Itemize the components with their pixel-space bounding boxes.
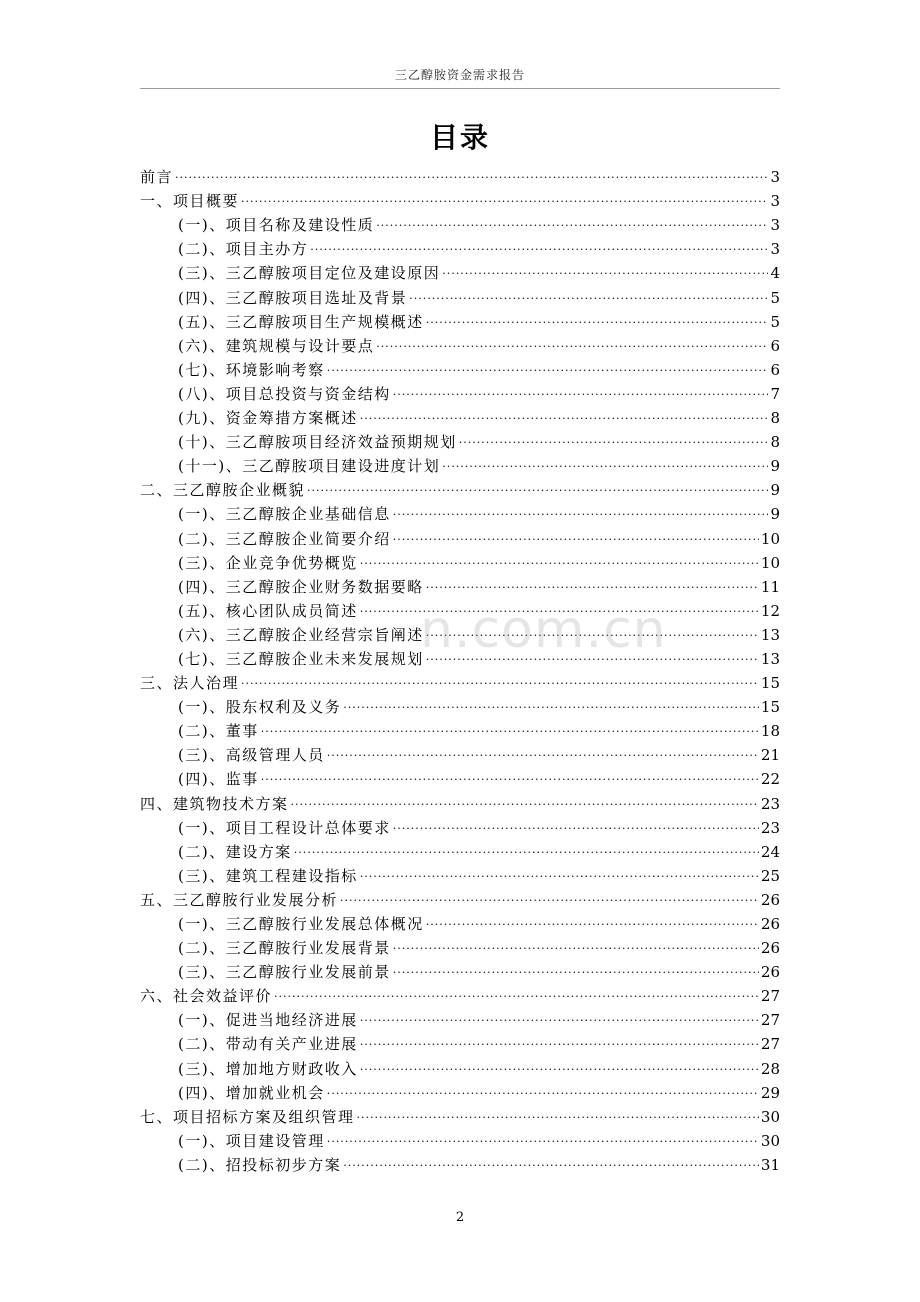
toc-entry-label: (二)、建设方案 bbox=[178, 842, 292, 861]
toc-leader-dots bbox=[261, 725, 759, 737]
toc-leader-dots bbox=[393, 966, 759, 978]
toc-entry-label: (一)、项目工程设计总体要求 bbox=[178, 818, 391, 837]
toc-entry-page: 9 bbox=[770, 457, 780, 476]
toc-leader-dots bbox=[343, 701, 759, 713]
toc-entry-section[interactable] bbox=[140, 765, 780, 789]
toc-entry-section[interactable] bbox=[140, 500, 780, 524]
toc-entry-page: 29 bbox=[760, 1083, 780, 1102]
toc-leader-dots bbox=[426, 581, 759, 593]
toc-entry-section[interactable] bbox=[140, 741, 780, 765]
toc-leader-dots bbox=[393, 822, 759, 834]
toc-entry-page: 8 bbox=[770, 409, 780, 428]
toc-leader-dots bbox=[360, 1038, 759, 1050]
toc-entry-section[interactable] bbox=[140, 549, 780, 573]
toc-entry-section[interactable] bbox=[140, 1127, 780, 1151]
toc-entry-label: (六)、三乙醇胺企业经营宗旨阐述 bbox=[178, 625, 424, 644]
toc-entry-label: (二)、招投标初步方案 bbox=[178, 1155, 342, 1174]
toc-leader-dots bbox=[340, 894, 759, 906]
toc-entry-page: 26 bbox=[760, 963, 780, 982]
toc-entry-page: 9 bbox=[770, 505, 780, 524]
toc-leader-dots bbox=[327, 749, 759, 761]
toc-leader-dots bbox=[241, 195, 768, 207]
toc-entry-page: 13 bbox=[760, 649, 780, 668]
toc-entry-section[interactable] bbox=[140, 380, 780, 404]
toc-leader-dots bbox=[426, 918, 759, 930]
toc-entry-label: 四、建筑物技术方案 bbox=[140, 794, 289, 813]
toc-leader-dots bbox=[291, 798, 759, 810]
toc-entry-label: (二)、项目主办方 bbox=[178, 240, 309, 259]
toc-entry-chapter[interactable] bbox=[140, 982, 780, 1006]
toc-entry-page: 10 bbox=[760, 529, 780, 548]
toc-entry-section[interactable] bbox=[140, 1030, 780, 1054]
toc-leader-dots bbox=[294, 846, 759, 858]
toc-leader-dots bbox=[327, 1087, 759, 1099]
toc-entry-page: 10 bbox=[760, 553, 780, 572]
toc-leader-dots bbox=[393, 942, 759, 954]
toc-entry-section[interactable] bbox=[140, 717, 780, 741]
toc-entry-section[interactable] bbox=[140, 934, 780, 958]
toc-entry-section[interactable] bbox=[140, 211, 780, 235]
page-number: 2 bbox=[455, 1210, 465, 1225]
toc-entry-label: 前言 bbox=[140, 168, 174, 187]
toc-entry-page: 6 bbox=[770, 336, 780, 355]
toc-leader-dots bbox=[393, 508, 769, 520]
toc-entry-page: 9 bbox=[770, 481, 780, 500]
toc-entry-chapter[interactable] bbox=[140, 476, 780, 500]
toc-leader-dots bbox=[360, 557, 759, 569]
running-header: 三乙醇胺资金需求报告 bbox=[394, 68, 525, 82]
toc-entry-chapter[interactable] bbox=[140, 163, 780, 187]
toc-entry-page: 3 bbox=[770, 216, 780, 235]
toc-entry-section[interactable] bbox=[140, 958, 780, 982]
toc-entry-section[interactable] bbox=[140, 404, 780, 428]
toc-entry-label: (十一)、三乙醇胺项目建设进度计划 bbox=[178, 457, 441, 476]
toc-entry-page: 21 bbox=[760, 746, 780, 765]
toc-entry-page: 12 bbox=[760, 601, 780, 620]
toc-entry-section[interactable] bbox=[140, 597, 780, 621]
toc-entry-label: 一、项目概要 bbox=[140, 192, 240, 211]
toc-entry-section[interactable] bbox=[140, 452, 780, 476]
toc-entry-section[interactable] bbox=[140, 573, 780, 597]
toc-leader-dots bbox=[261, 773, 759, 785]
toc-entry-page: 18 bbox=[760, 722, 780, 741]
toc-entry-page: 23 bbox=[760, 794, 780, 813]
toc-entry-label: (七)、环境影响考察 bbox=[178, 360, 325, 379]
toc-entry-section[interactable] bbox=[140, 308, 780, 332]
toc-entry-page: 4 bbox=[770, 264, 780, 283]
toc-entry-page: 15 bbox=[760, 674, 780, 693]
toc-leader-dots bbox=[442, 267, 768, 279]
toc-entry-page: 25 bbox=[760, 866, 780, 885]
toc-entry-section[interactable] bbox=[140, 693, 780, 717]
toc-entry-page: 5 bbox=[770, 312, 780, 331]
toc-leader-dots bbox=[327, 1135, 759, 1147]
toc-entry-label: (二)、三乙醇胺企业简要介绍 bbox=[178, 529, 391, 548]
toc-entry-chapter[interactable] bbox=[140, 1103, 780, 1127]
toc-entry-label: (一)、项目名称及建设性质 bbox=[178, 216, 375, 235]
toc-entry-page: 7 bbox=[770, 384, 780, 403]
toc-entry-chapter[interactable] bbox=[140, 187, 780, 211]
toc-leader-dots bbox=[241, 677, 759, 689]
toc-entry-page: 28 bbox=[760, 1059, 780, 1078]
toc-entry-page: 26 bbox=[760, 915, 780, 933]
toc-entry-label: (三)、企业竞争优势概览 bbox=[178, 553, 358, 572]
toc-leader-dots bbox=[459, 436, 769, 448]
toc-entry-section[interactable] bbox=[140, 838, 780, 862]
header-divider bbox=[140, 88, 780, 89]
toc-entry-page: 3 bbox=[770, 192, 780, 211]
toc-entry-section[interactable] bbox=[140, 1054, 780, 1078]
toc-entry-section[interactable] bbox=[140, 356, 780, 380]
toc-leader-dots bbox=[310, 243, 768, 255]
watermark: n.com.cn bbox=[420, 600, 667, 660]
toc-entry-label: (一)、股东权利及义务 bbox=[178, 698, 342, 717]
toc-leader-dots bbox=[343, 1159, 759, 1171]
toc-entry-page: 22 bbox=[760, 770, 780, 789]
toc-entry-page: 30 bbox=[760, 1131, 780, 1150]
toc-entry-label: (二)、董事 bbox=[178, 722, 259, 741]
toc-leader-dots bbox=[376, 340, 768, 352]
toc-entry-label: (四)、增加就业机会 bbox=[178, 1083, 325, 1102]
toc-leader-dots bbox=[376, 219, 768, 231]
toc-entry-page: 8 bbox=[770, 433, 780, 452]
toc-entry-label: (三)、增加地方财政收入 bbox=[178, 1059, 358, 1078]
toc-entry-label: (六)、建筑规模与设计要点 bbox=[178, 336, 375, 355]
toc-leader-dots bbox=[426, 653, 759, 665]
toc-entry-label: 二、三乙醇胺企业概貌 bbox=[140, 481, 306, 500]
toc-entry-label: (四)、三乙醇胺项目选址及背景 bbox=[178, 288, 408, 307]
toc-entry-label: (五)、核心团队成员简述 bbox=[178, 601, 358, 620]
toc-entry-page: 26 bbox=[760, 939, 780, 958]
toc-leader-dots bbox=[442, 460, 768, 472]
toc-entry-label: (五)、三乙醇胺项目生产规模概述 bbox=[178, 312, 424, 331]
toc-entry-label: (三)、建筑工程建设指标 bbox=[178, 866, 358, 885]
toc-entry-chapter[interactable] bbox=[140, 789, 780, 813]
toc-entry-label: (八)、项目总投资与资金结构 bbox=[178, 384, 391, 403]
toc-leader-dots bbox=[274, 990, 759, 1002]
toc-leader-dots bbox=[360, 605, 759, 617]
toc-entry-page: 27 bbox=[760, 1011, 780, 1030]
toc-entry-section[interactable] bbox=[140, 524, 780, 548]
toc-entry-label: 五、三乙醇胺行业发展分析 bbox=[140, 890, 339, 909]
toc-entry-label: (九)、资金筹措方案概述 bbox=[178, 409, 358, 428]
toc-entry-section[interactable] bbox=[140, 259, 780, 283]
toc-entry-label: 三、法人治理 bbox=[140, 674, 240, 693]
toc-entry-label: (一)、项目建设管理 bbox=[178, 1131, 325, 1150]
toc-entry-page: 27 bbox=[760, 1035, 780, 1054]
toc-leader-dots bbox=[360, 870, 759, 882]
toc-entry-page: 3 bbox=[770, 168, 780, 187]
toc-entry-page: 11 bbox=[760, 577, 780, 596]
toc-leader-dots bbox=[426, 629, 759, 641]
toc-leader-dots bbox=[360, 1014, 759, 1026]
toc-entry-section[interactable] bbox=[140, 1151, 780, 1175]
toc-entry-label: (二)、带动有关产业进展 bbox=[178, 1035, 358, 1054]
toc-entry-page: 6 bbox=[770, 360, 780, 379]
toc-entry-page: 24 bbox=[760, 842, 780, 861]
toc-entry-label: (二)、三乙醇胺行业发展背景 bbox=[178, 939, 391, 958]
toc-leader-dots bbox=[327, 364, 769, 376]
toc-entry-section[interactable] bbox=[140, 862, 780, 886]
toc-entry-page: 13 bbox=[760, 625, 780, 644]
toc-entry-section[interactable] bbox=[140, 332, 780, 356]
toc-entry-section[interactable] bbox=[140, 235, 780, 259]
toc-entry-label: 六、社会效益评价 bbox=[140, 987, 273, 1006]
toc-entry-section[interactable] bbox=[140, 645, 780, 669]
toc-leader-dots bbox=[360, 412, 769, 424]
toc-leader-dots bbox=[393, 533, 759, 545]
table-of-contents bbox=[140, 163, 780, 1175]
toc-entry-label: (四)、监事 bbox=[178, 770, 259, 789]
toc-leader-dots bbox=[357, 1111, 759, 1123]
toc-entry-chapter[interactable] bbox=[140, 886, 780, 910]
toc-entry-section[interactable] bbox=[140, 910, 780, 934]
toc-entry-chapter[interactable] bbox=[140, 669, 780, 693]
toc-entry-page: 26 bbox=[760, 890, 780, 909]
toc-entry-page: 23 bbox=[760, 818, 780, 837]
toc-leader-dots bbox=[307, 484, 768, 496]
toc-entry-label: (十)、三乙醇胺项目经济效益预期规划 bbox=[178, 433, 457, 452]
toc-leader-dots bbox=[175, 171, 768, 183]
toc-entry-label: 七、项目招标方案及组织管理 bbox=[140, 1107, 355, 1126]
toc-entry-label: (一)、三乙醇胺企业基础信息 bbox=[178, 505, 391, 524]
toc-entry-page: 30 bbox=[760, 1107, 780, 1126]
toc-entry-label: (一)、三乙醇胺行业发展总体概况 bbox=[178, 915, 424, 933]
toc-entry-page: 5 bbox=[770, 288, 780, 307]
toc-title: 目录 bbox=[429, 121, 490, 154]
toc-leader-dots bbox=[426, 316, 769, 328]
toc-entry-page: 31 bbox=[760, 1155, 780, 1174]
toc-entry-label: (七)、三乙醇胺企业未来发展规划 bbox=[178, 649, 424, 668]
toc-entry-section[interactable] bbox=[140, 428, 780, 452]
toc-entry-section[interactable] bbox=[140, 1079, 780, 1103]
toc-entry-page: 27 bbox=[760, 987, 780, 1006]
toc-entry-section[interactable] bbox=[140, 1006, 780, 1030]
toc-entry-label: (一)、促进当地经济进展 bbox=[178, 1011, 358, 1030]
toc-entry-label: (三)、三乙醇胺项目定位及建设原因 bbox=[178, 264, 441, 283]
toc-leader-dots bbox=[409, 292, 768, 304]
toc-entry-page: 15 bbox=[760, 698, 780, 717]
toc-leader-dots bbox=[360, 1063, 759, 1075]
toc-entry-section[interactable] bbox=[140, 814, 780, 838]
toc-entry-page: 3 bbox=[770, 240, 780, 259]
toc-entry-label: (四)、三乙醇胺企业财务数据要略 bbox=[178, 577, 424, 596]
toc-entry-section[interactable] bbox=[140, 621, 780, 645]
toc-entry-label: (三)、高级管理人员 bbox=[178, 746, 325, 765]
toc-entry-section[interactable] bbox=[140, 283, 780, 307]
toc-leader-dots bbox=[393, 388, 769, 400]
toc-entry-label: (三)、三乙醇胺行业发展前景 bbox=[178, 963, 391, 982]
